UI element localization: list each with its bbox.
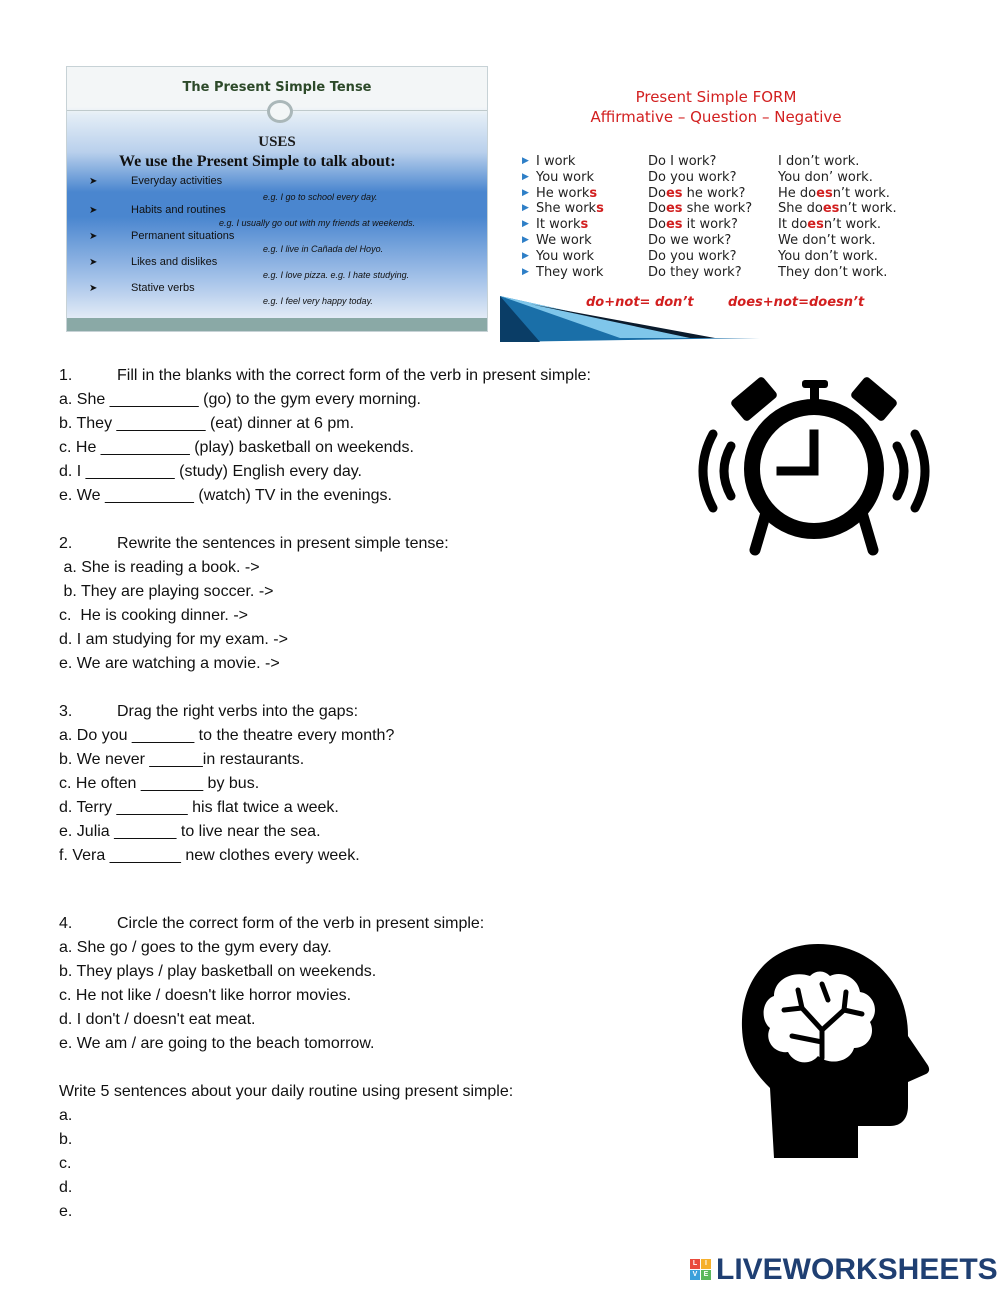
- triangle-bullet-icon: ▶: [522, 219, 529, 230]
- exercise-instruction: Drag the right verbs into the gaps:: [117, 703, 359, 720]
- third-person-suffix: es: [816, 185, 833, 201]
- affirmative-cell: He works: [536, 185, 598, 201]
- affirmative-cell: You work: [536, 169, 594, 185]
- triangle-bullet-icon: ▶: [522, 250, 529, 261]
- exercise-number: 3.: [59, 703, 73, 720]
- exercise-5-instruction: Write 5 sentences about your daily routine using present simple:: [59, 1083, 514, 1100]
- triangle-bullet-icon: ▶: [522, 235, 529, 245]
- exercise-item[interactable]: c. He __________ (play) basketball on weekends.: [59, 439, 414, 456]
- exercise-item[interactable]: d. Terry ________ his flat twice a week.: [59, 799, 339, 816]
- routine-line[interactable]: b.: [59, 1131, 73, 1148]
- form-title: Present Simple FORM: [635, 88, 797, 106]
- question-cell: Do we work?: [648, 233, 732, 248]
- slide-title: The Present Simple Tense: [182, 80, 372, 95]
- exercise-number: 4.: [59, 915, 73, 932]
- triangle-bullet-icon: ▶: [522, 171, 529, 182]
- exercise-item[interactable]: b. We never ______in restaurants.: [59, 751, 305, 768]
- exercise-item[interactable]: a. She go / goes to the gym every day.: [59, 939, 332, 956]
- question-cell: Do they work?: [648, 264, 742, 280]
- exercise-item[interactable]: e. Julia _______ to live near the sea.: [59, 823, 321, 840]
- triangle-bullet-icon: ▶: [522, 156, 529, 166]
- slide-present-simple-uses: [66, 66, 488, 332]
- question-cell: Do I work?: [648, 154, 717, 169]
- question-cell: Does he work?: [648, 185, 746, 201]
- use-item: Everyday activities: [131, 175, 223, 187]
- use-example: e.g. I live in Cañada del Hoyo.: [263, 244, 384, 254]
- exercise-instruction: Circle the correct form of the verb in present simple:: [117, 915, 485, 932]
- affirmative-cell: We work: [536, 233, 592, 248]
- affirmative-cell: They work: [536, 264, 604, 280]
- use-item: Likes and dislikes: [131, 256, 218, 268]
- exercise-item[interactable]: c. He not like / doesn't like horror movies.: [59, 987, 352, 1004]
- affirmative-cell: I work: [536, 154, 576, 169]
- use-example: e.g. I usually go out with my friends at weekends.: [219, 218, 416, 228]
- exercise-item[interactable]: a. She __________ (go) to the gym every morning.: [59, 391, 421, 408]
- arrow-bullet-icon: ➤: [89, 231, 98, 242]
- exercise-item[interactable]: a. She is reading a book. ->: [59, 559, 260, 576]
- alarm-clock-icon: [693, 376, 935, 556]
- exercise-item[interactable]: d. I don't / doesn't eat meat.: [59, 1011, 256, 1028]
- logo-mark-letter: V: [690, 1270, 700, 1280]
- logo-wordmark: LIVEWORKSHEETS: [716, 1253, 998, 1286]
- use-example: e.g. I go to school every day.: [263, 192, 378, 202]
- exercise-instruction: Rewrite the sentences in present simple tense:: [117, 535, 449, 552]
- exercise-2-heading: [59, 534, 449, 554]
- negative-cell: You don’ work.: [778, 169, 873, 185]
- exercise-item[interactable]: e. We __________ (watch) TV in the evenings.: [59, 487, 392, 504]
- exercise-item[interactable]: c. He is cooking dinner. ->: [59, 607, 248, 624]
- arrow-bullet-icon: ➤: [89, 205, 98, 216]
- exercise-item[interactable]: e. We am / are going to the beach tomorrow.: [59, 1035, 375, 1052]
- question-cell: Does she work?: [648, 201, 753, 217]
- logo-mark-icon: [690, 1259, 712, 1281]
- affirmative-cell: It works: [536, 217, 589, 233]
- exercise-3-heading: [59, 702, 358, 722]
- third-person-suffix: es: [665, 185, 683, 201]
- logo-mark-letter: L: [690, 1259, 700, 1269]
- use-item: Permanent situations: [131, 230, 235, 242]
- affirmative-cell: She works: [536, 201, 604, 217]
- question-cell: Do you work?: [648, 169, 737, 185]
- third-person-suffix: es: [665, 201, 683, 217]
- routine-line[interactable]: d.: [59, 1179, 73, 1196]
- use-example: e.g. I love pizza. e.g. I hate studying.: [263, 270, 410, 280]
- use-item: Habits and routines: [131, 204, 226, 216]
- exercise-item[interactable]: d. I am studying for my exam. ->: [59, 631, 288, 648]
- slide-ring-ornament: [267, 100, 293, 123]
- exercise-item[interactable]: d. I __________ (study) English every day.: [59, 463, 362, 480]
- use-example: e.g. I feel very happy today.: [263, 296, 373, 306]
- exercise-1-heading: [59, 366, 591, 386]
- third-person-suffix: es: [822, 201, 840, 217]
- exercise-item[interactable]: c. He often _______ by bus.: [59, 775, 260, 792]
- slide-present-simple-form: [500, 80, 940, 342]
- negative-cell: She doesn’t work.: [778, 201, 897, 217]
- arrow-bullet-icon: ➤: [89, 257, 98, 268]
- third-person-suffix: s: [596, 201, 604, 217]
- third-person-suffix: s: [589, 185, 598, 201]
- routine-line[interactable]: a.: [59, 1107, 73, 1124]
- question-cell: Do you work?: [648, 248, 737, 264]
- negative-cell: He doesn’t work.: [778, 185, 890, 201]
- triangle-bullet-icon: ▶: [522, 266, 529, 277]
- exercise-item[interactable]: b. They plays / play basketball on weekends.: [59, 963, 377, 980]
- brain-head-icon: [740, 940, 930, 1160]
- slide-footer-bar: [67, 318, 487, 331]
- affirmative-cell: You work: [536, 248, 594, 264]
- form-subtitle: Affirmative – Question – Negative: [590, 108, 842, 126]
- exercise-instruction: Fill in the blanks with the correct form of the verb in present simple:: [117, 367, 591, 384]
- uses-lead: We use the Present Simple to talk about:: [119, 153, 396, 170]
- arrow-bullet-icon: ➤: [89, 283, 98, 294]
- logo-mark-letter: E: [701, 1270, 711, 1280]
- negative-cell: It doesn’t work.: [778, 217, 882, 233]
- exercise-number: 1.: [59, 367, 73, 384]
- exercise-item[interactable]: a. Do you _______ to the theatre every month?: [59, 727, 395, 744]
- use-item: Stative verbs: [131, 282, 195, 294]
- triangle-bullet-icon: ▶: [522, 203, 529, 214]
- rule-dont: do+not= don’t: [586, 295, 694, 310]
- exercise-number: 2.: [59, 535, 73, 552]
- third-person-suffix: s: [580, 217, 589, 233]
- negative-cell: We don’t work.: [778, 233, 876, 248]
- negative-cell: You don’t work.: [778, 248, 878, 264]
- exercise-item[interactable]: f. Vera ________ new clothes every week.: [59, 847, 360, 864]
- routine-line[interactable]: e.: [59, 1203, 73, 1220]
- negative-cell: They don’t work.: [778, 264, 888, 280]
- arrow-bullet-icon: ➤: [89, 176, 98, 187]
- question-cell: Does it work?: [648, 217, 738, 233]
- rule-doesnt: does+not=doesn’t: [728, 295, 865, 310]
- uses-heading: USES: [258, 134, 296, 150]
- logo-mark-letter: I: [701, 1259, 711, 1269]
- third-person-suffix: es: [807, 217, 824, 233]
- routine-line[interactable]: c.: [59, 1155, 72, 1172]
- third-person-suffix: es: [665, 217, 683, 233]
- exercise-4-heading: [59, 914, 484, 934]
- negative-cell: I don’t work.: [778, 154, 860, 169]
- triangle-bullet-icon: ▶: [522, 187, 529, 198]
- exercise-item[interactable]: b. They __________ (eat) dinner at 6 pm.: [59, 415, 355, 432]
- exercise-item[interactable]: b. They are playing soccer. ->: [59, 583, 274, 600]
- exercise-item[interactable]: e. We are watching a movie. ->: [59, 655, 280, 672]
